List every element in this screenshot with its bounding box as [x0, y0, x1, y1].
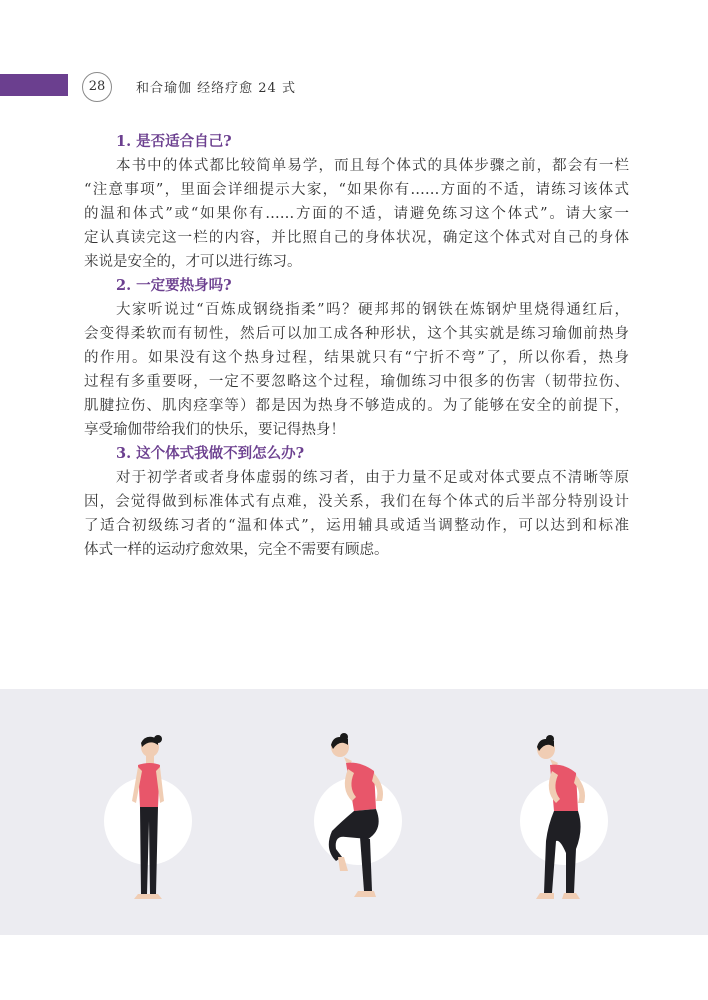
pose-photo-panel: [0, 689, 708, 935]
standing-pose-photo: [88, 689, 208, 935]
text-line: 的温和体式”或“如果你有……方面的不适，请避免练习这个体式”。请大家一: [84, 206, 629, 222]
paragraph: [84, 466, 629, 562]
section-heading: 2. 一定要热身吗?: [116, 277, 232, 294]
half-squat-figure-icon: [504, 689, 624, 935]
text-line: 享受瑜伽带给我们的快乐，要记得热身！: [84, 422, 345, 438]
knee-lift-pose-photo: [298, 689, 418, 935]
paragraph: [84, 154, 629, 274]
half-squat-pose-photo: [504, 689, 624, 935]
paragraph: [84, 298, 629, 442]
text-line: 体式一样的运动疗愈效果，完全不需要有顾虑。: [84, 542, 389, 558]
text-line: 定认真读完这一栏的内容，并比照自己的身体状况，确定这个体式对自己的身体: [84, 230, 629, 246]
text-line: 了适合初级练习者的“温和体式”，运用辅具或适当调整动作，可以达到和标准: [84, 518, 629, 534]
article-body: [84, 130, 629, 562]
text-line: 对于初学者或者身体虚弱的练习者，由于力量不足或对体式要点不清晰等原: [116, 470, 629, 486]
text-line: 过程有多重要呀，一定不要忽略这个过程，瑜伽练习中很多的伤害（韧带拉伤、: [84, 374, 629, 390]
text-line: 肌腱拉伤、肌肉痉挛等）都是因为热身不够造成的。为了能够在安全的前提下，: [84, 398, 629, 414]
text-line: 因，会觉得做到标准体式有点难，没关系，我们在每个体式的后半部分特别设计: [84, 494, 629, 510]
knee-lift-figure-icon: [298, 689, 418, 935]
text-line: 本书中的体式都比较简单易学，而且每个体式的具体步骤之前，都会有一栏: [116, 158, 629, 174]
text-line: 会变得柔软而有韧性，然后可以加工成各种形状，这个其实就是练习瑜伽前热身: [84, 326, 629, 342]
text-line: 大家听说过“百炼成钢绕指柔”吗？硬邦邦的钢铁在炼钢炉里烧得通红后，: [116, 302, 629, 318]
section-heading: 3. 这个体式我做不到怎么办?: [116, 445, 305, 462]
page-number: 28: [82, 72, 112, 102]
text-line: “注意事项”，里面会详细提示大家，“如果你有……方面的不适，请练习该体式: [84, 182, 629, 198]
text-line: 来说是安全的，才可以进行练习。: [84, 254, 302, 270]
standing-figure-icon: [88, 689, 208, 935]
header-accent-bar: [0, 74, 68, 96]
section-heading: 1. 是否适合自己?: [116, 133, 232, 150]
text-line: 的作用。如果没有这个热身过程，结果就只有“宁折不弯”了，所以你看，热身: [84, 350, 629, 366]
running-title: 和合瑜伽 经络疗愈 24 式: [136, 81, 296, 96]
